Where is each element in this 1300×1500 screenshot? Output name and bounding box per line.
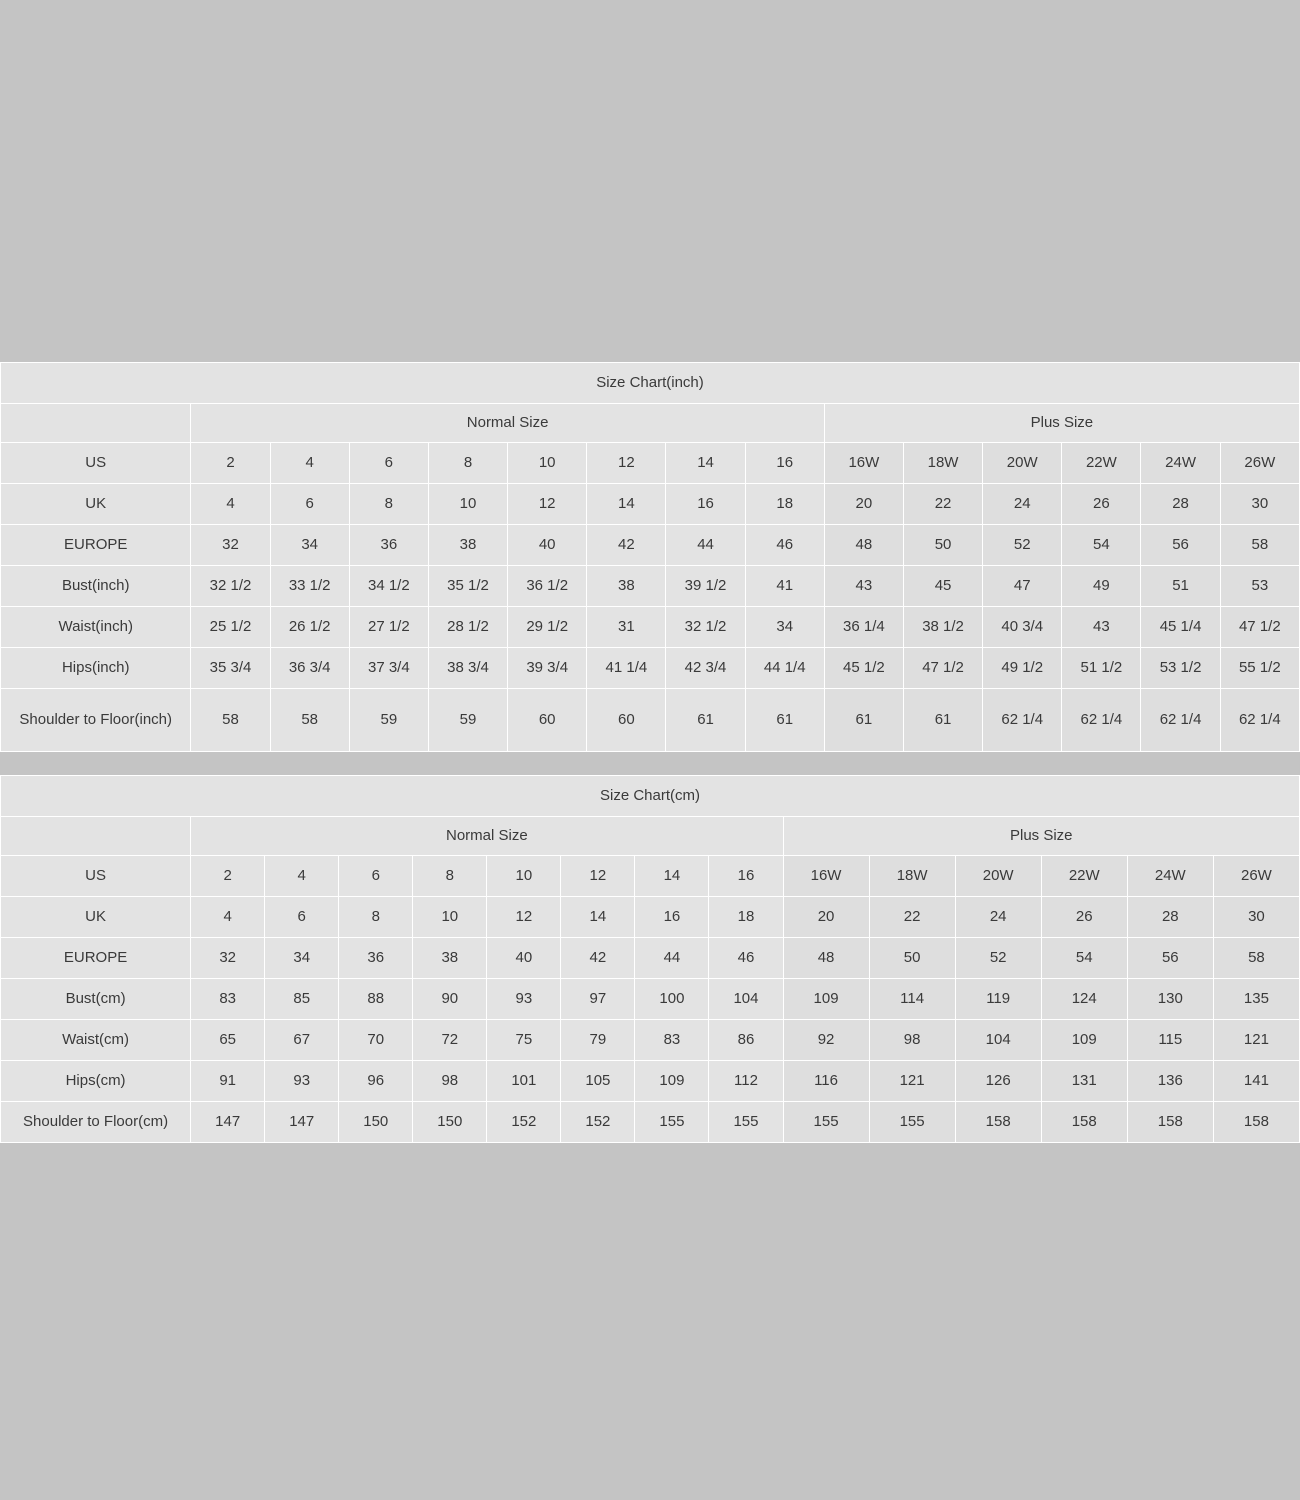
row-label: Hips(inch) xyxy=(1,648,191,689)
cell: 42 3/4 xyxy=(666,648,745,689)
cell: 112 xyxy=(709,1061,783,1102)
cell: 43 xyxy=(824,566,903,607)
table-row xyxy=(1,897,1300,938)
cell: 150 xyxy=(413,1102,487,1143)
corner-cell xyxy=(1,404,191,443)
cell: 59 xyxy=(349,689,428,752)
cell: 52 xyxy=(983,525,1062,566)
cell: 158 xyxy=(1041,1102,1127,1143)
cell: 131 xyxy=(1041,1061,1127,1102)
cell: 12 xyxy=(487,897,561,938)
cell: 65 xyxy=(191,1020,265,1061)
cell: 26 xyxy=(1062,484,1141,525)
cell: 53 xyxy=(1220,566,1299,607)
group-header-normal: Normal Size xyxy=(191,817,783,856)
cell: 96 xyxy=(339,1061,413,1102)
cell: 101 xyxy=(487,1061,561,1102)
cell: 4 xyxy=(270,443,349,484)
cell: 93 xyxy=(265,1061,339,1102)
cell: 12 xyxy=(561,856,635,897)
cell: 55 1/2 xyxy=(1220,648,1299,689)
cell: 22 xyxy=(903,484,982,525)
cell: 49 1/2 xyxy=(983,648,1062,689)
cell: 104 xyxy=(709,979,783,1020)
cell: 2 xyxy=(191,856,265,897)
row-label: US xyxy=(1,856,191,897)
cell: 18W xyxy=(903,443,982,484)
cell: 98 xyxy=(413,1061,487,1102)
cell: 28 xyxy=(1127,897,1213,938)
cell: 24W xyxy=(1127,856,1213,897)
cell: 4 xyxy=(191,897,265,938)
row-label: Waist(inch) xyxy=(1,607,191,648)
cell: 40 3/4 xyxy=(983,607,1062,648)
table-row xyxy=(1,607,1300,648)
cell: 158 xyxy=(1213,1102,1299,1143)
table-title-row xyxy=(1,363,1300,404)
cell: 51 xyxy=(1141,566,1220,607)
cell: 121 xyxy=(1213,1020,1299,1061)
table-title-row xyxy=(1,776,1300,817)
cell: 61 xyxy=(745,689,824,752)
cell: 8 xyxy=(339,897,413,938)
table-row xyxy=(1,525,1300,566)
table-row xyxy=(1,938,1300,979)
cell: 56 xyxy=(1127,938,1213,979)
cell: 109 xyxy=(1041,1020,1127,1061)
corner-cell xyxy=(1,817,191,856)
cell: 62 1/4 xyxy=(983,689,1062,752)
cell: 25 1/2 xyxy=(191,607,270,648)
cell: 4 xyxy=(191,484,270,525)
cell: 47 1/2 xyxy=(903,648,982,689)
cell: 16 xyxy=(745,443,824,484)
table-row xyxy=(1,566,1300,607)
cell: 147 xyxy=(191,1102,265,1143)
cell: 16 xyxy=(635,897,709,938)
cell: 60 xyxy=(508,689,587,752)
cell: 50 xyxy=(903,525,982,566)
cell: 58 xyxy=(1213,938,1299,979)
cell: 85 xyxy=(265,979,339,1020)
cell: 44 1/4 xyxy=(745,648,824,689)
cell: 52 xyxy=(955,938,1041,979)
cell: 49 xyxy=(1062,566,1141,607)
cell: 36 xyxy=(349,525,428,566)
row-label: Shoulder to Floor(cm) xyxy=(1,1102,191,1143)
cell: 36 xyxy=(339,938,413,979)
cell: 158 xyxy=(1127,1102,1213,1143)
cell: 152 xyxy=(561,1102,635,1143)
cell: 83 xyxy=(191,979,265,1020)
cell: 32 xyxy=(191,938,265,979)
cell: 8 xyxy=(413,856,487,897)
cell: 104 xyxy=(955,1020,1041,1061)
cell: 6 xyxy=(339,856,413,897)
cell: 12 xyxy=(508,484,587,525)
cell: 40 xyxy=(508,525,587,566)
cell: 32 1/2 xyxy=(666,607,745,648)
cell: 126 xyxy=(955,1061,1041,1102)
cell: 61 xyxy=(903,689,982,752)
cell: 119 xyxy=(955,979,1041,1020)
cell: 147 xyxy=(265,1102,339,1143)
cell: 44 xyxy=(635,938,709,979)
cell: 26W xyxy=(1220,443,1299,484)
cell: 50 xyxy=(869,938,955,979)
cell: 24 xyxy=(955,897,1041,938)
cell: 58 xyxy=(1220,525,1299,566)
cell: 135 xyxy=(1213,979,1299,1020)
cell: 10 xyxy=(508,443,587,484)
cell: 155 xyxy=(869,1102,955,1143)
cell: 6 xyxy=(349,443,428,484)
cell: 24W xyxy=(1141,443,1220,484)
cell: 44 xyxy=(666,525,745,566)
cell: 124 xyxy=(1041,979,1127,1020)
cell: 70 xyxy=(339,1020,413,1061)
cell: 45 1/4 xyxy=(1141,607,1220,648)
cell: 72 xyxy=(413,1020,487,1061)
cell: 22 xyxy=(869,897,955,938)
cell: 30 xyxy=(1220,484,1299,525)
cell: 61 xyxy=(666,689,745,752)
group-header-plus: Plus Size xyxy=(824,404,1299,443)
cell: 36 3/4 xyxy=(270,648,349,689)
cell: 36 1/2 xyxy=(508,566,587,607)
cell: 61 xyxy=(824,689,903,752)
cell: 58 xyxy=(191,689,270,752)
cell: 26 xyxy=(1041,897,1127,938)
cell: 20W xyxy=(983,443,1062,484)
cell: 33 1/2 xyxy=(270,566,349,607)
group-header-normal: Normal Size xyxy=(191,404,824,443)
row-label: Hips(cm) xyxy=(1,1061,191,1102)
size-chart-cm xyxy=(0,775,1300,1143)
cell: 22W xyxy=(1062,443,1141,484)
cell: 35 3/4 xyxy=(191,648,270,689)
row-label: UK xyxy=(1,897,191,938)
cell: 100 xyxy=(635,979,709,1020)
row-label: EUROPE xyxy=(1,938,191,979)
cell: 86 xyxy=(709,1020,783,1061)
cell: 38 xyxy=(413,938,487,979)
cell: 14 xyxy=(587,484,666,525)
cell: 6 xyxy=(265,897,339,938)
table-row xyxy=(1,1020,1300,1061)
cell: 8 xyxy=(428,443,507,484)
cell: 14 xyxy=(666,443,745,484)
cell: 75 xyxy=(487,1020,561,1061)
cell: 115 xyxy=(1127,1020,1213,1061)
row-label: US xyxy=(1,443,191,484)
row-label: Shoulder to Floor(inch) xyxy=(1,689,191,752)
cell: 38 1/2 xyxy=(903,607,982,648)
chart-title: Size Chart(inch) xyxy=(1,363,1300,404)
cell: 20W xyxy=(955,856,1041,897)
cell: 121 xyxy=(869,1061,955,1102)
cell: 34 1/2 xyxy=(349,566,428,607)
cell: 41 xyxy=(745,566,824,607)
cell: 48 xyxy=(783,938,869,979)
cell: 36 1/4 xyxy=(824,607,903,648)
cell: 24 xyxy=(983,484,1062,525)
cell: 34 xyxy=(745,607,824,648)
row-label: Bust(inch) xyxy=(1,566,191,607)
cell: 136 xyxy=(1127,1061,1213,1102)
cell: 8 xyxy=(349,484,428,525)
cell: 26 1/2 xyxy=(270,607,349,648)
table-row xyxy=(1,856,1300,897)
cell: 38 3/4 xyxy=(428,648,507,689)
table-row xyxy=(1,689,1300,752)
cell: 18 xyxy=(745,484,824,525)
cell: 38 xyxy=(587,566,666,607)
cell: 43 xyxy=(1062,607,1141,648)
cell: 32 1/2 xyxy=(191,566,270,607)
cell: 20 xyxy=(783,897,869,938)
cell: 98 xyxy=(869,1020,955,1061)
cell: 79 xyxy=(561,1020,635,1061)
cell: 16 xyxy=(709,856,783,897)
cell: 10 xyxy=(428,484,507,525)
cell: 45 xyxy=(903,566,982,607)
cell: 152 xyxy=(487,1102,561,1143)
cell: 30 xyxy=(1213,897,1299,938)
cell: 27 1/2 xyxy=(349,607,428,648)
cell: 16 xyxy=(666,484,745,525)
cell: 93 xyxy=(487,979,561,1020)
cell: 90 xyxy=(413,979,487,1020)
cell: 141 xyxy=(1213,1061,1299,1102)
cell: 54 xyxy=(1062,525,1141,566)
cell: 26W xyxy=(1213,856,1299,897)
cell: 28 xyxy=(1141,484,1220,525)
cell: 47 1/2 xyxy=(1220,607,1299,648)
cell: 56 xyxy=(1141,525,1220,566)
table-row xyxy=(1,979,1300,1020)
cell: 54 xyxy=(1041,938,1127,979)
cell: 109 xyxy=(783,979,869,1020)
cell: 16W xyxy=(824,443,903,484)
cell: 116 xyxy=(783,1061,869,1102)
row-label: EUROPE xyxy=(1,525,191,566)
cell: 46 xyxy=(709,938,783,979)
cell: 88 xyxy=(339,979,413,1020)
row-label: Waist(cm) xyxy=(1,1020,191,1061)
cell: 40 xyxy=(487,938,561,979)
cell: 32 xyxy=(191,525,270,566)
cell: 62 1/4 xyxy=(1141,689,1220,752)
cell: 109 xyxy=(635,1061,709,1102)
cell: 62 1/4 xyxy=(1062,689,1141,752)
cell: 42 xyxy=(561,938,635,979)
cell: 60 xyxy=(587,689,666,752)
cell: 62 1/4 xyxy=(1220,689,1299,752)
cell: 97 xyxy=(561,979,635,1020)
cell: 67 xyxy=(265,1020,339,1061)
group-header-plus: Plus Size xyxy=(783,817,1299,856)
cell: 114 xyxy=(869,979,955,1020)
row-label: UK xyxy=(1,484,191,525)
cell: 14 xyxy=(561,897,635,938)
table-row xyxy=(1,1102,1300,1143)
cell: 29 1/2 xyxy=(508,607,587,648)
cell: 150 xyxy=(339,1102,413,1143)
cell: 51 1/2 xyxy=(1062,648,1141,689)
table-group-row xyxy=(1,404,1300,443)
cell: 58 xyxy=(270,689,349,752)
cell: 2 xyxy=(191,443,270,484)
cell: 39 3/4 xyxy=(508,648,587,689)
cell: 83 xyxy=(635,1020,709,1061)
cell: 155 xyxy=(709,1102,783,1143)
table-row xyxy=(1,1061,1300,1102)
cell: 45 1/2 xyxy=(824,648,903,689)
cell: 92 xyxy=(783,1020,869,1061)
cell: 47 xyxy=(983,566,1062,607)
cell: 18W xyxy=(869,856,955,897)
cell: 46 xyxy=(745,525,824,566)
size-table-cm xyxy=(0,775,1300,1143)
cell: 155 xyxy=(783,1102,869,1143)
row-label: Bust(cm) xyxy=(1,979,191,1020)
cell: 6 xyxy=(270,484,349,525)
cell: 4 xyxy=(265,856,339,897)
cell: 48 xyxy=(824,525,903,566)
cell: 20 xyxy=(824,484,903,525)
cell: 31 xyxy=(587,607,666,648)
cell: 130 xyxy=(1127,979,1213,1020)
cell: 34 xyxy=(270,525,349,566)
size-chart-inch xyxy=(0,362,1300,752)
cell: 28 1/2 xyxy=(428,607,507,648)
cell: 155 xyxy=(635,1102,709,1143)
cell: 59 xyxy=(428,689,507,752)
cell: 91 xyxy=(191,1061,265,1102)
cell: 38 xyxy=(428,525,507,566)
cell: 42 xyxy=(587,525,666,566)
cell: 14 xyxy=(635,856,709,897)
cell: 22W xyxy=(1041,856,1127,897)
cell: 16W xyxy=(783,856,869,897)
chart-title: Size Chart(cm) xyxy=(1,776,1300,817)
cell: 39 1/2 xyxy=(666,566,745,607)
cell: 34 xyxy=(265,938,339,979)
table-row xyxy=(1,648,1300,689)
table-row xyxy=(1,484,1300,525)
cell: 41 1/4 xyxy=(587,648,666,689)
cell: 12 xyxy=(587,443,666,484)
cell: 10 xyxy=(487,856,561,897)
cell: 105 xyxy=(561,1061,635,1102)
cell: 35 1/2 xyxy=(428,566,507,607)
table-row xyxy=(1,443,1300,484)
cell: 10 xyxy=(413,897,487,938)
table-group-row xyxy=(1,817,1300,856)
cell: 18 xyxy=(709,897,783,938)
cell: 37 3/4 xyxy=(349,648,428,689)
cell: 158 xyxy=(955,1102,1041,1143)
size-table-inch xyxy=(0,362,1300,752)
cell: 53 1/2 xyxy=(1141,648,1220,689)
